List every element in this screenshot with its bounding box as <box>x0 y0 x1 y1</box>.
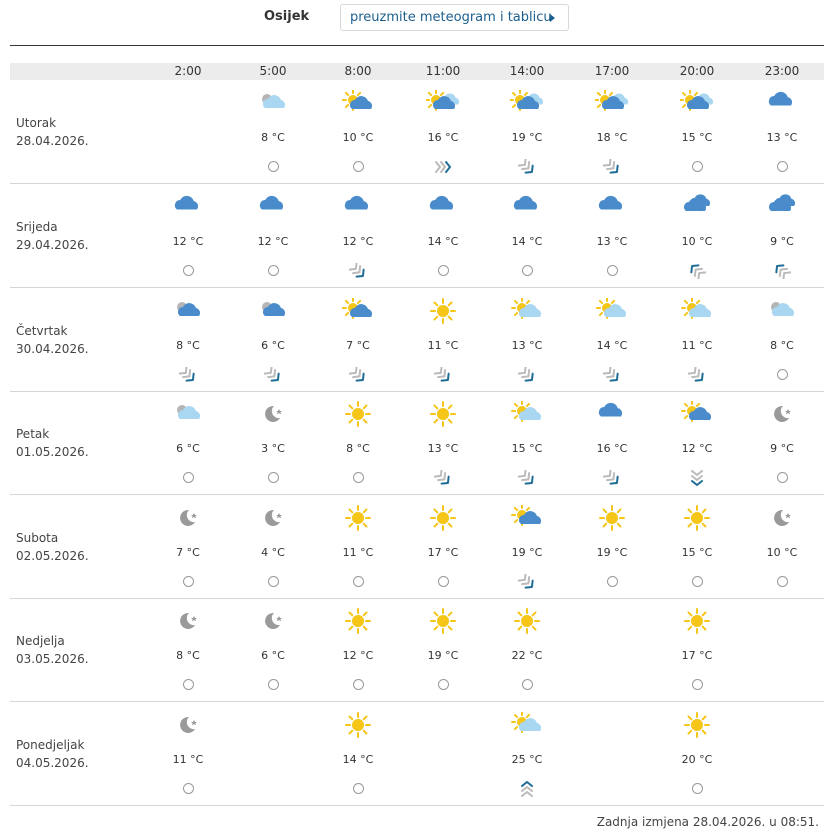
day-date: 03.05.2026. <box>16 652 89 666</box>
rain-cloud-icon <box>680 194 714 220</box>
calm-icon <box>777 369 788 380</box>
wind-northeast-icon <box>349 263 367 279</box>
sun-cloud-light-icon <box>595 90 629 116</box>
day-label <box>16 425 89 461</box>
temperature: 13 °C <box>596 235 628 248</box>
cloud-night-partly-dark-icon <box>256 298 290 324</box>
sun-icon <box>341 712 375 738</box>
temperature: 8 °C <box>261 131 285 144</box>
day-name: Srijeda <box>16 220 58 234</box>
sun-icon <box>341 505 375 531</box>
temperature: 15 °C <box>681 546 713 559</box>
hour-header: 20:00 <box>679 64 715 78</box>
temperature: 25 °C <box>511 753 543 766</box>
sun-cloud-light-icon <box>426 90 460 116</box>
wind-northeast-icon <box>603 367 621 383</box>
temperature: 22 °C <box>511 649 543 662</box>
wind-northeast-icon <box>518 470 536 486</box>
calm-icon <box>692 161 703 172</box>
cloud-night-partly-icon <box>765 298 799 324</box>
day-date: 30.04.2026. <box>16 342 89 356</box>
sun-cloud-icon <box>510 505 544 531</box>
day-row <box>10 495 824 599</box>
temperature: 6 °C <box>176 442 200 455</box>
temperature: 8 °C <box>176 339 200 352</box>
temperature: 11 °C <box>172 753 204 766</box>
sun-icon <box>341 401 375 427</box>
cloud-icon <box>595 401 629 427</box>
temperature: 11 °C <box>681 339 713 352</box>
wind-northeast-icon <box>434 367 452 383</box>
wind-northeast-icon <box>518 574 536 590</box>
temperature: 17 °C <box>427 546 459 559</box>
temperature: 14 °C <box>511 235 543 248</box>
sun-partly-light-icon <box>595 298 629 324</box>
calm-icon <box>353 161 364 172</box>
sun-icon <box>341 608 375 634</box>
calm-icon <box>353 783 364 794</box>
wind-northeast-icon <box>349 367 367 383</box>
temperature: 20 °C <box>681 753 713 766</box>
temperature: 4 °C <box>261 546 285 559</box>
wind-northeast-icon <box>603 470 621 486</box>
cloud-night-partly-dark-icon <box>171 298 205 324</box>
sun-cloud-light-icon <box>510 90 544 116</box>
calm-icon <box>777 576 788 587</box>
day-label <box>16 114 89 150</box>
temperature: 12 °C <box>342 649 374 662</box>
day-label <box>16 218 89 254</box>
day-date: 29.04.2026. <box>16 238 89 252</box>
cloud-icon <box>426 194 460 220</box>
temperature: 19 °C <box>427 649 459 662</box>
meteogram-link-label: preuzmite meteogram i tablicu <box>350 10 552 25</box>
day-row <box>10 702 824 806</box>
temperature: 14 °C <box>427 235 459 248</box>
temperature: 6 °C <box>261 339 285 352</box>
day-row <box>10 598 824 702</box>
calm-icon <box>438 679 449 690</box>
cloud-icon <box>595 194 629 220</box>
temperature: 19 °C <box>511 546 543 559</box>
calm-icon <box>777 472 788 483</box>
wind-northeast-icon <box>603 159 621 175</box>
day-date: 01.05.2026. <box>16 445 89 459</box>
day-row <box>10 288 824 392</box>
calm-icon <box>268 161 279 172</box>
temperature: 12 °C <box>681 442 713 455</box>
day-row <box>10 391 824 495</box>
temperature: 9 °C <box>770 235 794 248</box>
day-name: Ponedjeljak <box>16 738 85 752</box>
sun-cloud-light-icon <box>680 90 714 116</box>
wind-south-icon <box>688 470 706 486</box>
calm-icon <box>692 783 703 794</box>
calm-icon <box>607 265 618 276</box>
day-label <box>16 529 89 565</box>
day-name: Subota <box>16 531 59 545</box>
day-name: Nedjelja <box>16 634 65 648</box>
temperature: 17 °C <box>681 649 713 662</box>
calm-icon <box>353 679 364 690</box>
day-name: Petak <box>16 427 50 441</box>
hour-header: 11:00 <box>425 64 461 78</box>
calm-icon <box>522 265 533 276</box>
wind-northeast-icon <box>179 367 197 383</box>
sun-icon <box>426 608 460 634</box>
sun-partly-light-icon <box>510 401 544 427</box>
sun-partly-light-icon <box>680 298 714 324</box>
cloud-icon <box>765 90 799 116</box>
wind-northeast-icon <box>518 159 536 175</box>
temperature: 7 °C <box>176 546 200 559</box>
cloud-icon <box>256 194 290 220</box>
sun-icon <box>595 505 629 531</box>
temperature: 19 °C <box>511 131 543 144</box>
caret-right-icon <box>550 14 555 22</box>
divider <box>10 45 824 46</box>
temperature: 12 °C <box>257 235 289 248</box>
moon-icon <box>256 401 290 427</box>
temperature: 16 °C <box>427 131 459 144</box>
calm-icon <box>268 679 279 690</box>
moon-icon <box>171 608 205 634</box>
sun-cloud-icon <box>341 90 375 116</box>
day-date: 28.04.2026. <box>16 134 89 148</box>
calm-icon <box>692 576 703 587</box>
temperature: 14 °C <box>342 753 374 766</box>
wind-north-icon <box>518 781 536 797</box>
temperature: 13 °C <box>427 442 459 455</box>
calm-icon <box>268 265 279 276</box>
temperature: 19 °C <box>596 546 628 559</box>
calm-icon <box>268 576 279 587</box>
temperature: 10 °C <box>766 546 798 559</box>
wind-southwest-icon <box>773 263 791 279</box>
temperature: 6 °C <box>261 649 285 662</box>
cloud-icon <box>341 194 375 220</box>
temperature: 13 °C <box>511 339 543 352</box>
calm-icon <box>183 783 194 794</box>
moon-icon <box>171 712 205 738</box>
sun-icon <box>680 712 714 738</box>
cloud-night-partly-icon <box>171 401 205 427</box>
temperature: 9 °C <box>770 442 794 455</box>
cloud-icon <box>510 194 544 220</box>
calm-icon <box>607 576 618 587</box>
hour-header: 2:00 <box>174 64 202 78</box>
sun-icon <box>426 298 460 324</box>
moon-icon <box>256 505 290 531</box>
temperature: 10 °C <box>681 235 713 248</box>
meteogram-download-button[interactable] <box>340 4 569 31</box>
calm-icon <box>183 472 194 483</box>
day-label <box>16 322 89 358</box>
sun-icon <box>680 608 714 634</box>
sun-partly-light-icon <box>510 298 544 324</box>
moon-icon <box>171 505 205 531</box>
temperature: 11 °C <box>427 339 459 352</box>
moon-icon <box>765 505 799 531</box>
cloud-icon <box>171 194 205 220</box>
calm-icon <box>268 472 279 483</box>
calm-icon <box>353 576 364 587</box>
top-bar <box>0 0 835 46</box>
day-date: 02.05.2026. <box>16 549 89 563</box>
wind-northeast-icon <box>264 367 282 383</box>
temperature: 8 °C <box>176 649 200 662</box>
temperature: 16 °C <box>596 442 628 455</box>
calm-icon <box>522 679 533 690</box>
day-row <box>10 80 824 184</box>
temperature: 8 °C <box>770 339 794 352</box>
moon-icon <box>765 401 799 427</box>
hours-header-row <box>10 63 824 80</box>
day-name: Četvrtak <box>16 324 68 338</box>
calm-icon <box>438 576 449 587</box>
temperature: 10 °C <box>342 131 374 144</box>
day-date: 04.05.2026. <box>16 756 89 770</box>
wind-east-icon <box>434 159 452 175</box>
wind-northeast-icon <box>688 367 706 383</box>
calm-icon <box>777 161 788 172</box>
day-name: Utorak <box>16 116 57 130</box>
last-update-text: Zadnja izmjena 28.04.2026. u 08:51. <box>596 815 819 829</box>
hour-header: 5:00 <box>259 64 287 78</box>
sun-icon <box>510 608 544 634</box>
temperature: 15 °C <box>511 442 543 455</box>
wind-northeast-icon <box>518 367 536 383</box>
sun-partly-light-icon <box>510 712 544 738</box>
hour-header: 14:00 <box>509 64 545 78</box>
hour-header: 8:00 <box>344 64 372 78</box>
hour-header: 17:00 <box>594 64 630 78</box>
sun-cloud-icon <box>341 298 375 324</box>
rain-cloud-icon <box>765 194 799 220</box>
temperature: 12 °C <box>172 235 204 248</box>
day-row <box>10 184 824 288</box>
city-name: Osijek <box>264 9 310 24</box>
temperature: 7 °C <box>346 339 370 352</box>
calm-icon <box>692 679 703 690</box>
temperature: 13 °C <box>766 131 798 144</box>
sun-icon <box>426 401 460 427</box>
temperature: 15 °C <box>681 131 713 144</box>
temperature: 3 °C <box>261 442 285 455</box>
moon-icon <box>256 608 290 634</box>
cloud-night-partly-icon <box>256 90 290 116</box>
calm-icon <box>438 265 449 276</box>
sun-icon <box>680 505 714 531</box>
day-label <box>16 632 89 668</box>
temperature: 11 °C <box>342 546 374 559</box>
calm-icon <box>183 265 194 276</box>
temperature: 18 °C <box>596 131 628 144</box>
sun-icon <box>426 505 460 531</box>
calm-icon <box>353 472 364 483</box>
calm-icon <box>183 576 194 587</box>
temperature: 14 °C <box>596 339 628 352</box>
temperature: 12 °C <box>342 235 374 248</box>
wind-southwest-icon <box>688 263 706 279</box>
day-label <box>16 736 89 772</box>
sun-cloud-icon <box>680 401 714 427</box>
hour-header: 23:00 <box>764 64 800 78</box>
wind-northeast-icon <box>434 470 452 486</box>
calm-icon <box>183 679 194 690</box>
temperature: 8 °C <box>346 442 370 455</box>
